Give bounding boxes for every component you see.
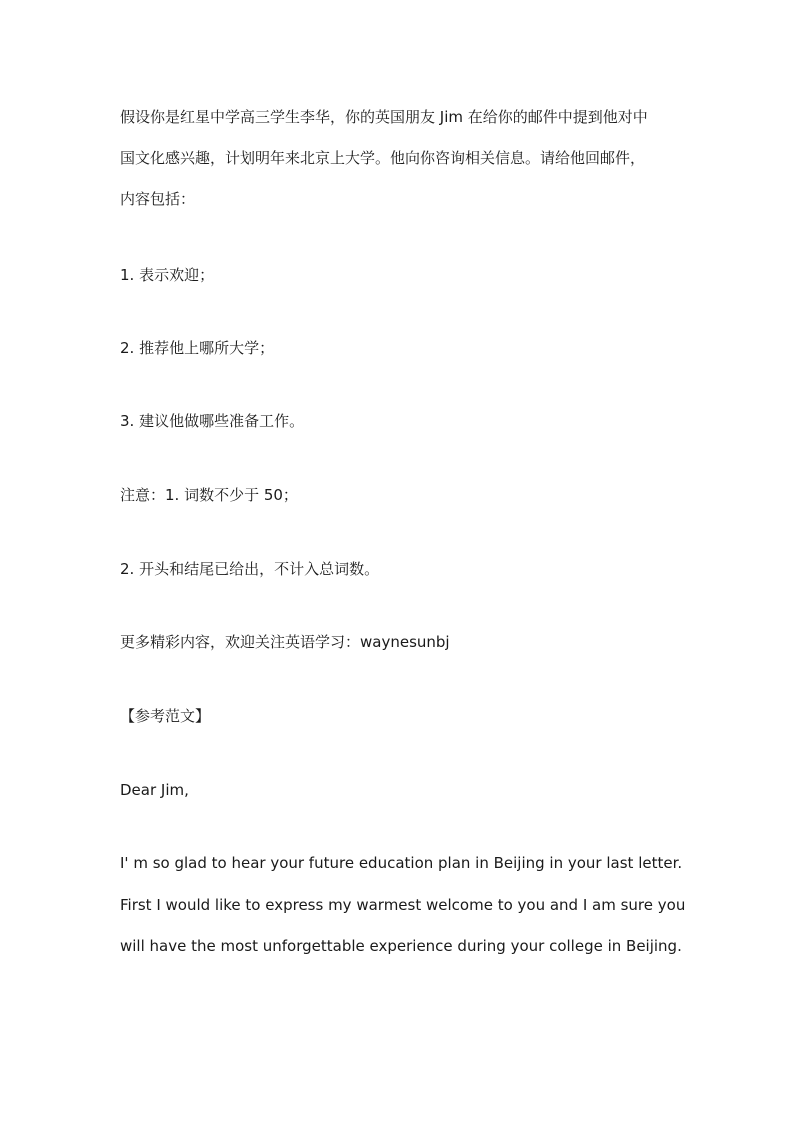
requirement-item-3: 3. 建议他做哪些准备工作。 (120, 412, 305, 430)
prompt-line-3: 内容包括： (120, 190, 196, 208)
section-heading: 【参考范文】 (120, 707, 211, 725)
promo-text: 更多精彩内容，欢迎关注英语学习：waynesunbj (120, 633, 450, 651)
note-word-count: 注意：1. 词数不少于 50； (120, 486, 298, 504)
note-opening-closing: 2. 开头和结尾已给出，不计入总词数。 (120, 560, 380, 578)
letter-body-line-1: I' m so glad to hear your future education plan in Beijing in your last letter. (120, 854, 683, 872)
requirement-item-1: 1. 表示欢迎； (120, 266, 215, 284)
letter-body-line-3: will have the most unforgettable experience during your college in Beijing. (120, 937, 682, 955)
prompt-line-1: 假设你是红星中学高三学生李华，你的英国朋友 Jim 在给你的邮件中提到他对中 (120, 108, 648, 126)
letter-body-line-2: First I would like to express my warmest welcome to you and I am sure you (120, 896, 686, 914)
prompt-line-2: 国文化感兴趣，计划明年来北京上大学。他向你咨询相关信息。请给他回邮件， (120, 149, 646, 167)
requirement-item-2: 2. 推荐他上哪所大学； (120, 339, 275, 357)
letter-salutation: Dear Jim, (120, 781, 189, 799)
